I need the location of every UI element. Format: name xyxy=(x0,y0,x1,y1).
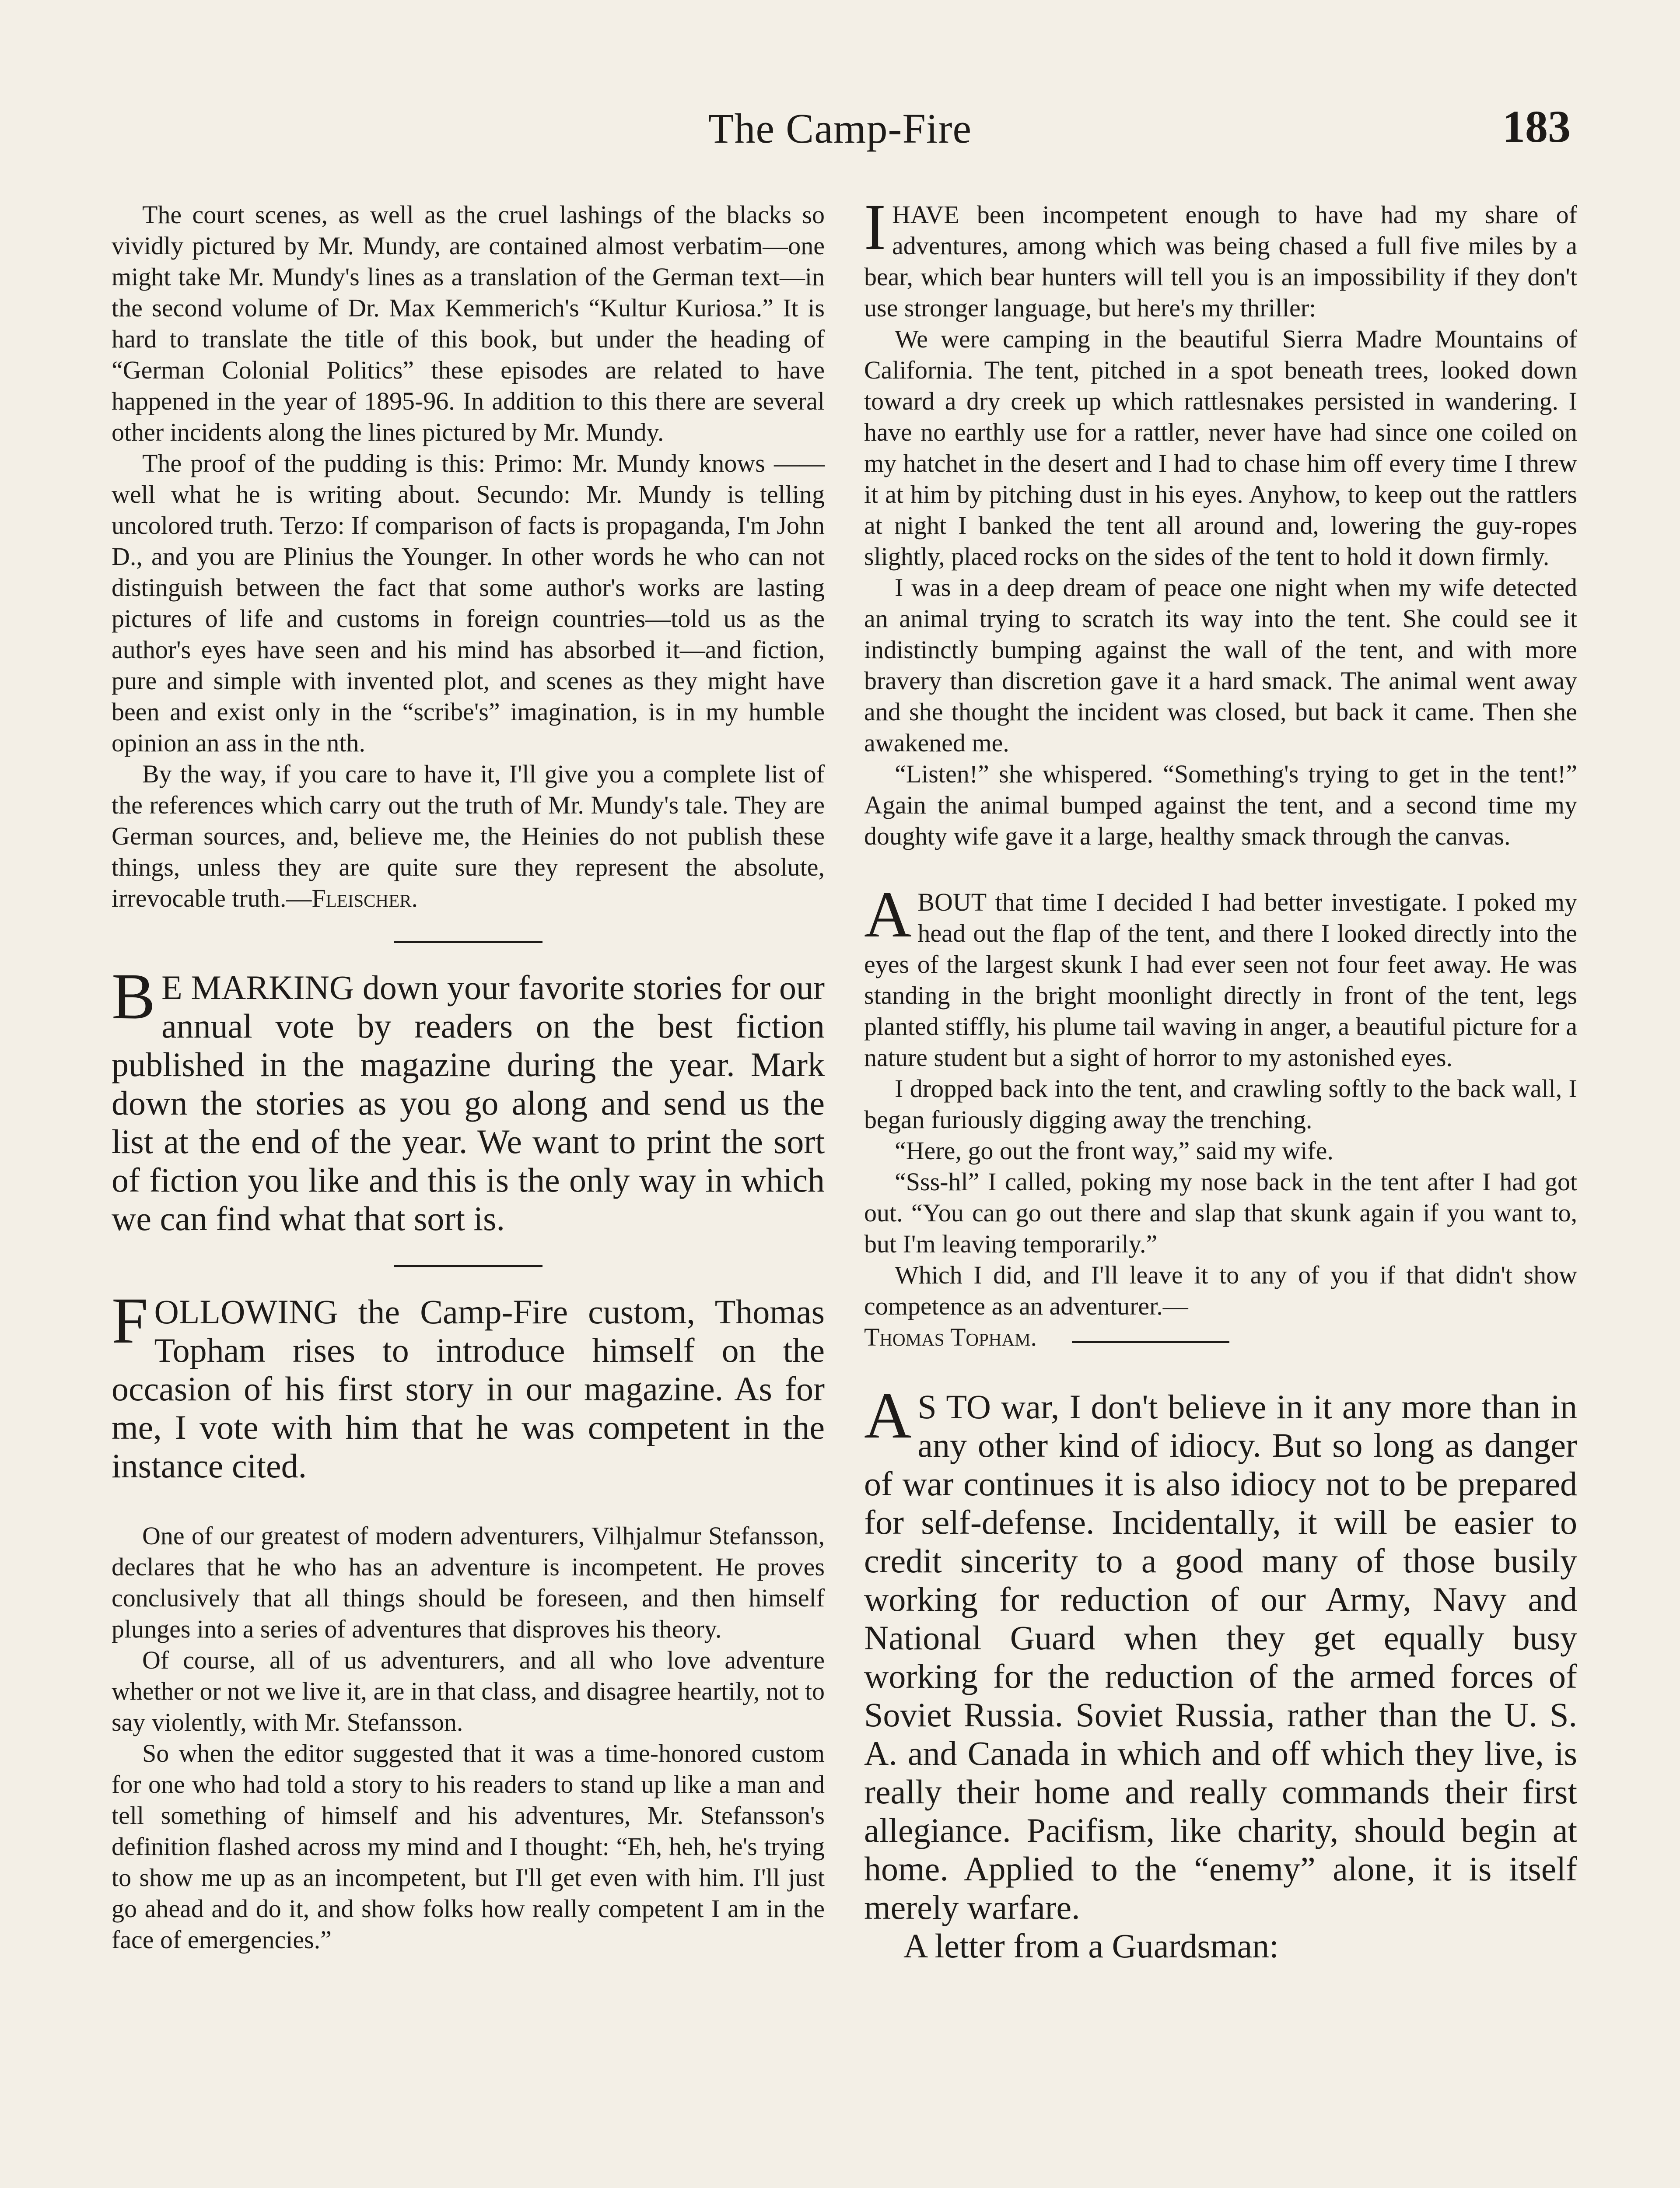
topham-signature-line xyxy=(864,1322,1577,1353)
references-paragraph xyxy=(112,758,825,914)
section-divider xyxy=(394,1265,542,1267)
about-text: BOUT that time I decided I had better investigate. I poked my head out the flap of the tent, and there I looked directly into the eyes of the largest skunk I had ever seen not four feet away. He was standing in the bright moonlight directly in front of the tent, legs planted stiffly, his plume tail waving in anger, a beautiful picture for a nature student but a sight of horror to my astonished eyes. xyxy=(864,888,1577,1072)
right-column xyxy=(864,191,1577,1965)
listen-paragraph: “Listen!” she whispered. “Something's trying to get in the tent!” Again the animal bumped against the tent, and a second time my doughty wife gave it a large, healthy smack through the canvas. xyxy=(864,760,1577,850)
here-paragraph: “Here, go out the front way,” said my wife. xyxy=(895,1136,1334,1165)
spacer xyxy=(864,1353,1577,1388)
running-header-title: The Camp-Fire xyxy=(708,105,972,152)
stefansson-paragraph: One of our greatest of modern adventurers, Vilhjalmur Stefansson, declares that he who has an adventure is incompetent. He proves conclusively that all things should be foreseen, and then himself plunges into a series of adventures that disproves his theory. xyxy=(112,1522,825,1643)
dropped-paragraph: I dropped back into the tent, and crawling softly to the back wall, I began furiously digging away the trenching. xyxy=(864,1074,1577,1134)
have-text: HAVE been incompetent enough to have had my share of adventures, among which was being chased a full five miles by a bear, which bear hunters will tell you is an impossibility if they don't use stronger language, but here's my thriller: xyxy=(864,200,1577,322)
fleischer-signature: —Fleischer. xyxy=(286,884,418,912)
spacer xyxy=(112,1485,825,1520)
marking-text: E MARKING down your favorite stories for our annual vote by readers on the best fiction published in the magazine during the year. Mark down the stories as you go along and send us the list at the end of the year. We want to print the sort of fiction you like and this is the only way in which we can find what that sort is. xyxy=(112,968,825,1238)
war-text: S TO war, I don't believe in it any more than in any other kind of idiocy. But so long as danger of war continues it is also idiocy not to be prepared for self-defense. Incidentally, it will be easier to credit sincerity to a good many of those busily working for reduction of our Army, Navy and National Guard when they get equally busy working for the reduction of the armed forces of Soviet Russia. Soviet Russia, rather than the U. S. A. and Canada in which and off which they live, is really their home and really commands their first allegiance. Pacifism, like charity, should begin at home. Applied to the “enemy” alone, it is itself merely warfare. xyxy=(864,1388,1577,1926)
page-number: 183 xyxy=(1502,102,1571,152)
guardsman-letter-intro: A letter from a Guardsman: xyxy=(903,1927,1279,1965)
following-initial: F xyxy=(112,1284,148,1357)
left-column xyxy=(112,199,825,1955)
skunk-paragraph xyxy=(864,878,1577,1073)
war-paragraph xyxy=(864,1379,1577,1927)
adventurers-paragraph: Of course, all of us adventurers, and all who love adventure whether or not we live it, are in that class, and disagree heartily, not to say violently, with Mr. Stefansson. xyxy=(112,1646,825,1736)
ssshl-paragraph: “Sss-hl” I called, poking my nose back in the tent after I had got out. “You can go out there and slap that skunk again if you want to, but I'm leaving temporarily.” xyxy=(864,1168,1577,1258)
incompetent-paragraph xyxy=(864,191,1577,323)
references-text: By the way, if you care to have it, I'll give you a complete list of the references which carry out the truth of Mr. Mundy's tale. They are German sources, and, believe me, the Heinies do not publish these things, unless they are quite sure they represent the absolute, irrevocable truth. xyxy=(112,760,825,912)
proof-paragraph: The proof of the pudding is this: Primo: Mr. Mundy knows —— well what he is writing about. Secundo: Mr. Mundy is telling uncolored truth. Terzo: If comparison of facts is propaganda, I'm John D., and you are Plinius the Younger. In other words he who can not distinguish between the fact that some author's works are lasting pictures of life and customs in foreign countries—told us as the author's eyes have seen and his mind has absorbed it—and fiction, pure and simple with invented plot, and scenes as they might have been and exist only in the “scribe's” imagination, is in my humble opinion an ass in the nth. xyxy=(112,449,825,757)
camping-paragraph: We were camping in the beautiful Sierra Madre Mountains of California. The tent, pitched in a spot beneath trees, looked down toward a dry creek up which rattlesnakes persisted in wandering. I have no earthly use for a rattler, never have had since one coiled on my hatchet in the desert and I had to chase him off every time I threw it at him by pitching dust in his eyes. Anyhow, to keep out the rattlers at night I banked the tent all around and, lowering the guy-ropes slightly, placed rocks on the sides of the tent to hold it down firmly. xyxy=(864,325,1577,571)
section-divider xyxy=(394,941,542,943)
marking-initial: B xyxy=(112,960,156,1033)
kemmerich-paragraph: The court scenes, as well as the cruel lashings of the blacks so vividly pictured by Mr. Mundy, are contained almost verbatim—one might take Mr. Mundy's lines as a translation of the German text—in the second volume of Dr. Max Kemmerich's “Kultur Kuriosa.” It is hard to translate the title of this book, but under the heading of “German Colonial Politics” these episodes are related to have happened in the year of 1895-96. In addition to this there are several other incidents along the lines pictured by Mr. Mundy. xyxy=(112,200,825,446)
editor-paragraph: So when the editor suggested that it was a time-honored custom for one who had told a story to his readers to stand up like a man and tell something of himself and his adventures, Mr. Stefansson's definition flashed across my mind and I thought: “Eh, heh, he's trying to show me up as an incompetent, but I'll get even with him. I'll just go ahead and do it, and show folks how really competent I am in the face of emergencies.” xyxy=(112,1739,825,1954)
topham-signature: Thomas Topham. xyxy=(864,1323,1037,1351)
about-initial: A xyxy=(864,878,912,951)
following-paragraph xyxy=(112,1284,825,1485)
war-initial: A xyxy=(864,1379,912,1452)
which-paragraph: Which I did, and I'll leave it to any of you if that didn't show competence as an adventurer.— xyxy=(864,1261,1577,1320)
spacer xyxy=(864,852,1577,887)
section-divider xyxy=(1072,1341,1229,1343)
dream-paragraph: I was in a deep dream of peace one night when my wife detected an animal trying to scratch its way into the tent. She could see it indistinctly bumping against the wall of the tent, and with more bravery than discretion gave it a hard smack. The animal went away and she thought the incident was closed, but back it came. Then she awakened me. xyxy=(864,573,1577,757)
marking-paragraph xyxy=(112,960,825,1238)
following-text: OLLOWING the Camp-Fire custom, Thomas Topham rises to introduce himself on the occasion of his first story in our magazine. As for me, I vote with him that he was competent in the instance cited. xyxy=(112,1293,825,1485)
have-initial: I xyxy=(864,191,886,263)
